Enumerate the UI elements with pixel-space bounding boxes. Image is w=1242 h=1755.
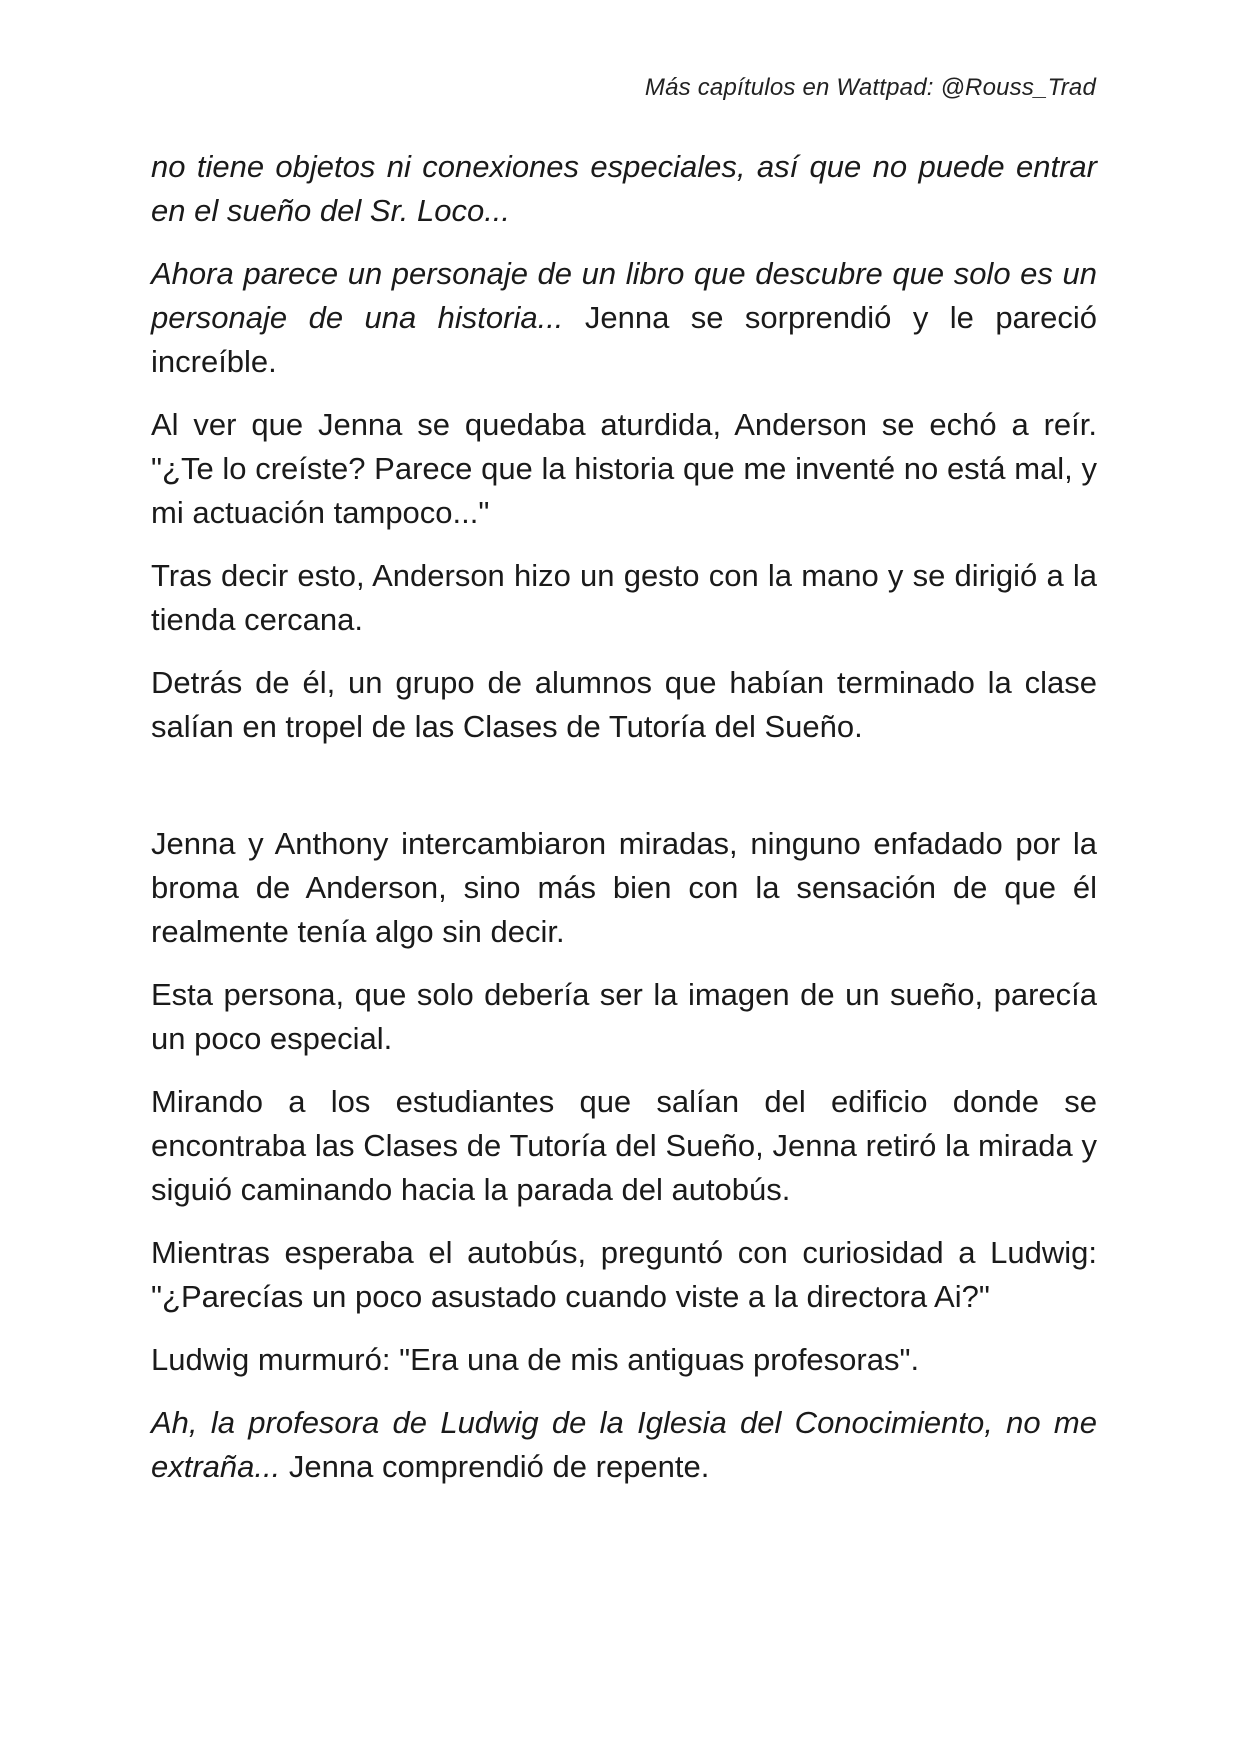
paragraph-text: Jenna se sorprendió y le pareció increíble. (151, 300, 1097, 379)
paragraph-text: Al ver que Jenna se quedaba aturdida, Anderson se echó a reír. "¿Te lo creíste? Parece que la historia que me inventé no está mal, y mi actuación tampoco..." (151, 407, 1097, 530)
paragraph-italic-text: no tiene objetos ni conexiones especiales, así que no puede entrar en el sueño del Sr. Loco... (151, 149, 1097, 228)
paragraph-text: Jenna comprendió de repente. (280, 1449, 710, 1484)
paragraph-italic-text: Ah, la profesora de Ludwig de la Iglesia del Conocimiento, no me extraña... (151, 1405, 1097, 1484)
paragraph-text: Ludwig murmuró: "Era una de mis antiguas profesoras". (151, 1342, 920, 1377)
paragraph (151, 554, 1097, 642)
paragraph-text: Jenna y Anthony intercambiaron miradas, ninguno enfadado por la broma de Anderson, sino más bien con la sensación de que él realmente tenía algo sin decir. (151, 826, 1097, 949)
paragraph-italic-text: Ahora parece un personaje de un libro que descubre que solo es un personaje de una historia... (151, 256, 1097, 335)
paragraph (151, 252, 1097, 384)
paragraph-text: Detrás de él, un grupo de alumnos que habían terminado la clase salían en tropel de las Clases de Tutoría del Sueño. (151, 665, 1097, 744)
paragraph (151, 1401, 1097, 1489)
paragraph (151, 661, 1097, 749)
paragraph-text: Mientras esperaba el autobús, preguntó con curiosidad a Ludwig: "¿Parecías un poco asustado cuando viste a la directora Ai?" (151, 1235, 1097, 1314)
page-header: Más capítulos en Wattpad: @Rouss_Trad (644, 74, 1096, 101)
paragraph-text: Tras decir esto, Anderson hizo un gesto con la mano y se dirigió a la tienda cercana. (151, 558, 1097, 637)
paragraph (151, 145, 1097, 233)
paragraph (151, 403, 1097, 535)
chapter-body (151, 145, 1097, 1508)
paragraph-text: Esta persona, que solo debería ser la imagen de un sueño, parecía un poco especial. (151, 977, 1097, 1056)
paragraph (151, 822, 1097, 954)
paragraph (151, 973, 1097, 1061)
paragraph (151, 1080, 1097, 1212)
paragraph (151, 1231, 1097, 1319)
paragraph (151, 1338, 1097, 1382)
paragraph-text: Mirando a los estudiantes que salían del edificio donde se encontraba las Clases de Tutoría del Sueño, Jenna retiró la mirada y siguió caminando hacia la parada del autobús. (151, 1084, 1097, 1207)
